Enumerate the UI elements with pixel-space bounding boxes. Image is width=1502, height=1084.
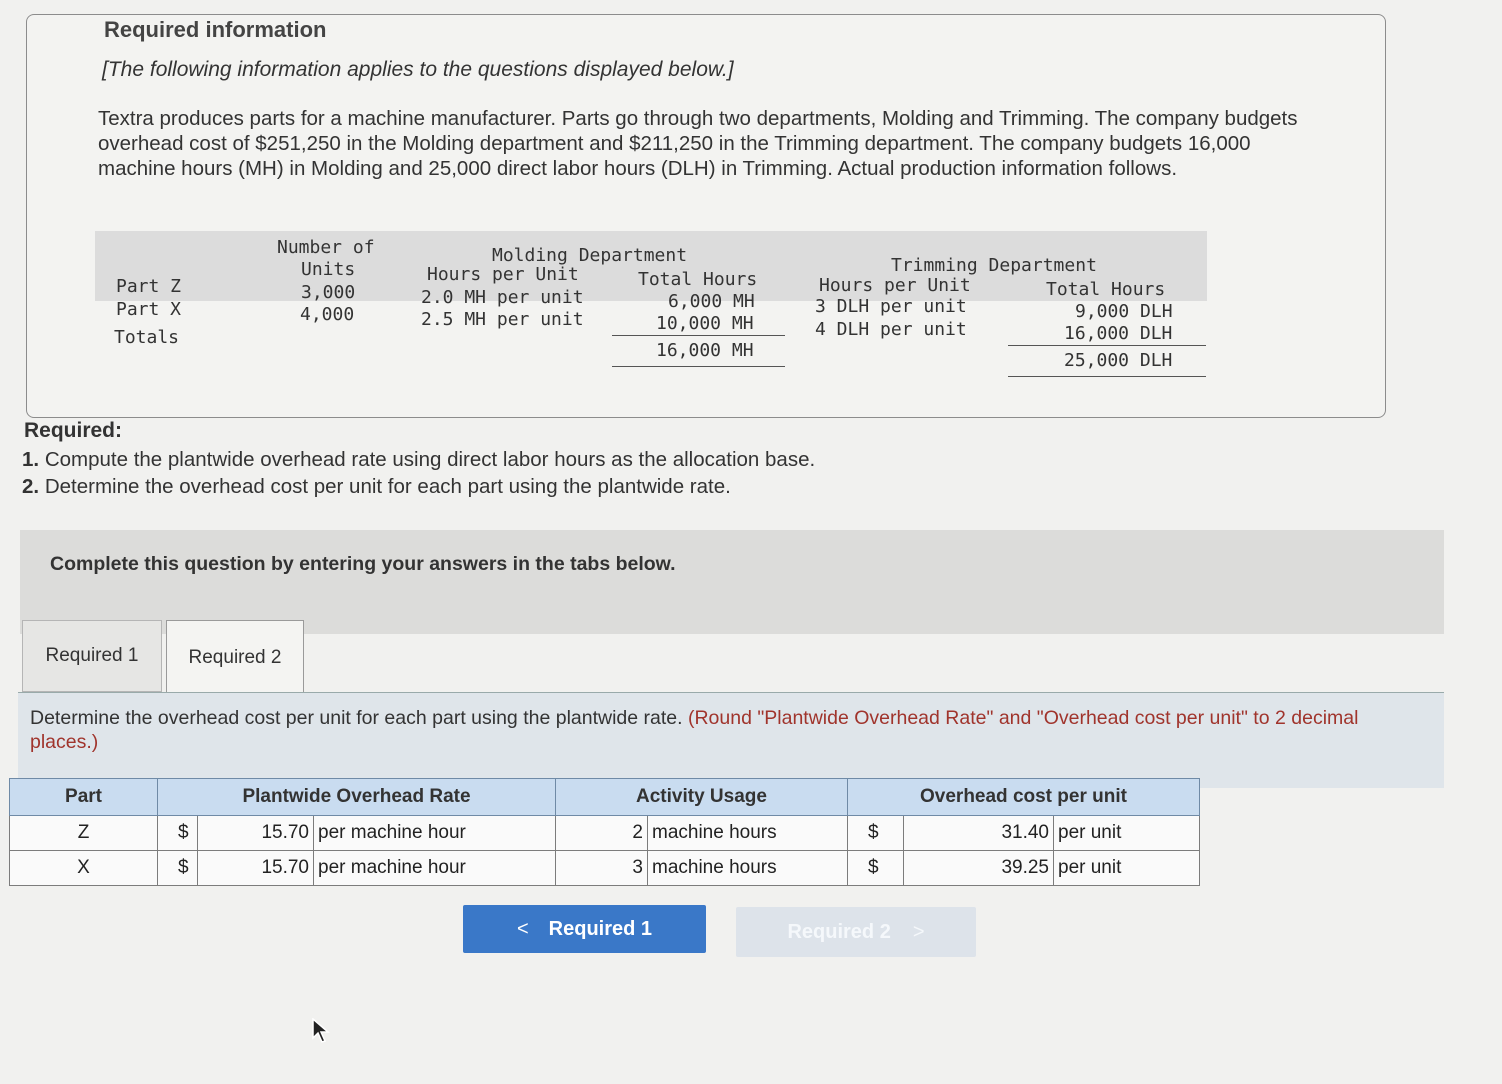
required-item-2 xyxy=(22,475,731,499)
chevron-right-icon: > xyxy=(912,920,925,943)
required-item-2-text: Determine the overhead cost per unit for each part using the plantwide rate. xyxy=(44,475,731,498)
prev-required-1-button[interactable] xyxy=(463,905,706,953)
required-item-1-number: 1. xyxy=(22,448,40,471)
trimming-hpu-part-z: 3 DLH per unit xyxy=(815,296,967,317)
part-x-cost-input[interactable]: 39.25 xyxy=(904,851,1054,886)
molding-department-header: Molding Department xyxy=(492,245,688,266)
part-x-usage-unit-select[interactable]: machine hours xyxy=(648,851,848,886)
part-x-rate-unit-select[interactable]: per machine hour xyxy=(314,851,556,886)
part-z-rate-unit-select[interactable]: per machine hour xyxy=(314,816,556,851)
part-z-rate-dollar: $ xyxy=(158,816,198,851)
prev-button-label: Required 1 xyxy=(548,917,653,940)
instruction-main: Determine the overhead cost per unit for each part using the plantwide rate. xyxy=(30,707,683,729)
part-z-cost-dollar: $ xyxy=(848,816,904,851)
answer-table xyxy=(9,778,1200,886)
required-item-1-text: Compute the plantwide overhead rate using direct labor hours as the allocation base. xyxy=(44,448,816,471)
molding-total-all: 16,000 MH xyxy=(656,340,754,361)
row-label-part-x: Part X xyxy=(116,299,182,320)
complete-question-bar xyxy=(20,530,1444,634)
header-plantwide-overhead-rate: Plantwide Overhead Rate xyxy=(158,779,556,816)
part-x-rate-input[interactable]: 15.70 xyxy=(198,851,314,886)
table-row xyxy=(10,816,1200,851)
molding-subtotal-rule xyxy=(612,335,785,336)
part-z-label: Z xyxy=(10,816,158,851)
trimming-total-hours-header: Total Hours xyxy=(1046,279,1166,300)
molding-total-hours-header: Total Hours xyxy=(638,269,758,290)
required-item-2-number: 2. xyxy=(22,475,40,498)
part-x-usage-input[interactable]: 3 xyxy=(556,851,648,886)
instruction-text xyxy=(30,706,1430,754)
applies-note: [The following information applies to the questions displayed below.] xyxy=(102,58,734,81)
trimming-hours-per-unit-header: Hours per Unit xyxy=(819,275,971,296)
tab-required-1[interactable]: Required 1 xyxy=(22,620,162,692)
trimming-subtotal-rule xyxy=(1008,345,1206,346)
units-header-line1: Number of xyxy=(277,237,375,258)
part-x-label: X xyxy=(10,851,158,886)
part-z-cost-input[interactable]: 31.40 xyxy=(904,816,1054,851)
part-z-usage-unit-select[interactable]: machine hours xyxy=(648,816,848,851)
header-overhead-cost-per-unit: Overhead cost per unit xyxy=(848,779,1200,816)
required-item-1 xyxy=(22,448,815,472)
required-heading: Required: xyxy=(24,419,123,442)
trimming-department-header: Trimming Department xyxy=(891,255,1097,276)
molding-total-part-x: 10,000 MH xyxy=(656,313,754,334)
part-x-cost-unit-label: per unit xyxy=(1054,851,1200,886)
trimming-total-all: 25,000 DLH xyxy=(1064,350,1173,371)
units-header-line2: Units xyxy=(301,259,356,280)
molding-hpu-part-x: 2.5 MH per unit xyxy=(421,309,584,330)
part-x-rate-dollar: $ xyxy=(158,851,198,886)
row-label-totals: Totals xyxy=(114,327,180,348)
part-z-rate-input[interactable]: 15.70 xyxy=(198,816,314,851)
header-activity-usage: Activity Usage xyxy=(556,779,848,816)
header-part: Part xyxy=(10,779,158,816)
required-information-title: Required information xyxy=(104,17,327,42)
trimming-total-rule xyxy=(1008,376,1206,377)
chevron-left-icon: < xyxy=(516,917,529,940)
trimming-total-part-z: 9,000 DLH xyxy=(1075,301,1173,322)
next-button-label: Required 2 xyxy=(787,920,891,943)
molding-hours-per-unit-header: Hours per Unit xyxy=(427,264,579,285)
part-z-cost-unit-label: per unit xyxy=(1054,816,1200,851)
units-part-z: 3,000 xyxy=(301,282,356,303)
part-z-usage-input[interactable]: 2 xyxy=(556,816,648,851)
instruction-rounding-note: (Round "Plantwide Overhead Rate" and "Overhead cost per unit" to 2 decimal places.) xyxy=(30,707,1359,753)
trimming-hpu-part-x: 4 DLH per unit xyxy=(815,319,967,340)
tab-required-2[interactable]: Required 2 xyxy=(166,620,304,694)
molding-total-rule xyxy=(612,366,785,367)
intro-paragraph: Textra produces parts for a machine manufacturer. Parts go through two departments, Molding and Trimming. The company budgets overhead cost of $251,250 in the Molding department and $211,250 in the Trimming department. The company budgets 16,000 machine hours (MH) in Molding and 25,000 direct labor hours (DLH) in Trimming. Actual production information follows. xyxy=(98,107,1298,180)
table-row xyxy=(10,851,1200,886)
molding-hpu-part-z: 2.0 MH per unit xyxy=(421,287,584,308)
trimming-total-part-x: 16,000 DLH xyxy=(1064,323,1173,344)
part-x-cost-dollar: $ xyxy=(848,851,904,886)
molding-total-part-z: 6,000 MH xyxy=(668,291,755,312)
mouse-pointer-icon xyxy=(312,1018,330,1049)
units-part-x: 4,000 xyxy=(300,304,355,325)
complete-question-text: Complete this question by entering your answers in the tabs below. xyxy=(50,553,676,575)
row-label-part-z: Part Z xyxy=(116,276,182,297)
next-required-2-button[interactable] xyxy=(736,907,976,957)
